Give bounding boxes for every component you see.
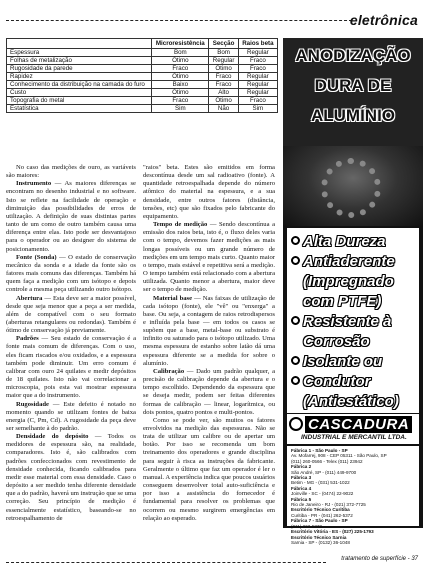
address-line: Fábrica 5 (291, 496, 312, 502)
ad-feature (291, 394, 399, 410)
table-cell: Ótimo (152, 89, 209, 97)
text-column-right (143, 164, 275, 523)
address-line: Fábrica 4 (291, 485, 312, 491)
table-row (7, 57, 278, 65)
bullet-icon (291, 376, 300, 385)
page-header (0, 10, 428, 30)
magazine-brand: eletrônica (349, 12, 418, 28)
header-rule (6, 20, 352, 21)
table-row-label: Rapidez (7, 73, 152, 81)
table-cell: Baixo (152, 81, 209, 89)
address-line: (011) 262-5372 (291, 523, 323, 529)
ad-feature (291, 234, 386, 250)
ad-feature (291, 294, 381, 310)
paragraph-heading: Tempo de medição (153, 221, 208, 229)
paragraph (143, 417, 275, 523)
table-header: Secção (209, 39, 238, 49)
table-cell: Sim (238, 105, 277, 113)
paragraph (6, 335, 136, 400)
paragraph-heading: Material base (153, 294, 193, 302)
ad-logo (287, 414, 419, 444)
table-cell: Fraco (152, 65, 209, 73)
table-cell: Regular (238, 73, 277, 81)
ad-feature-text: Isolante ou (303, 353, 383, 370)
table-row-label: Estatística (7, 105, 152, 113)
ad-feature-text: Resistente à (303, 313, 392, 330)
paragraph (143, 164, 275, 221)
paragraph-text: No caso das medições de ouro, as variáveis são maiores: (6, 164, 136, 180)
table-cell: Regular (238, 49, 277, 57)
table-cell: Regular (238, 81, 277, 89)
ad-feature (291, 274, 394, 290)
ad-headline-line: DURA DE (314, 76, 392, 95)
table-row-label: Topografia do metal (7, 97, 152, 105)
footer-rule (6, 562, 326, 563)
ad-photo (283, 146, 423, 226)
table-cell: Fraco (238, 97, 277, 105)
ad-feature-text: com PTFE) (303, 293, 382, 310)
text-column-left (6, 164, 136, 523)
paragraph-heading: Abertura (16, 294, 43, 302)
paragraph (143, 368, 275, 417)
table-row (7, 97, 278, 105)
ad-feature-text: (Antiestático) (303, 393, 399, 410)
address-line: São André, SP - (011) 449-9700 (291, 469, 357, 475)
paragraph-text: — Todos os medidores de espessura são, na realidade, comparadores. Isto é, são calibrados com padrões confeccionados com revestimento de densidade conhecida, ficando calibrados para medir esse material com essa densidade. Caso o depósito a ser medido tenha diferente densidade que a do padrão, haverá um instrução que se uma correção. Seu princípio de medição é essencialmente estatístico, baseando-se no retroespalhamento de (6, 433, 136, 522)
table-cell: Sim (152, 105, 209, 113)
table-row (7, 105, 278, 113)
table-cell: Não (209, 105, 238, 113)
ad-headline (283, 38, 423, 146)
footer-text: tratamento de superfície - 37 (341, 556, 418, 562)
table-cell: Fraco (152, 97, 209, 105)
paragraph (6, 180, 136, 253)
paragraph-text: — Este defeito é notado no momento quando se utilizam fontes de baixa energia (C, Pm, Cd). A rugosidade da peça deve ser semelhante à do padrão. (6, 400, 136, 432)
ad-feature (291, 354, 382, 370)
paragraph-text: — Seu estado de conservação é a fonte mais comum de diferenças. Com o uso, eles ficam riscados e/ou oxidados, e a espessura também pode diminuir. Um erro comum é calibrar com ouro 24 quilates e medir depósitos de 18 quilates. Isto não vai correlacionar a microscopia, pois esta vai mostrar espessura maior que a do instrumento. (6, 335, 136, 400)
logo-subtitle: INDUSTRIAL E MERCANTIL LTDA. (301, 434, 407, 441)
page-footer (0, 556, 428, 568)
bullet-icon (291, 256, 300, 265)
paragraph-heading: Calibração (153, 367, 185, 375)
paragraph (143, 295, 275, 368)
table-row-label: Folhas de metalização (7, 57, 152, 65)
address-line: Fábrica 7 - São Paulo - SP (291, 518, 348, 524)
table-row-label: Conhecimento da distribuição na camada do furo (7, 81, 152, 89)
table-cell: Regular (238, 89, 277, 97)
paragraph-text: Como se pode ver, são muitos os fatores envolvidos na medição das espessuras. Não se trata de utilizar um calibre ou de apertar um botão. Por isso se recomenda um bom treinamento dos operadores e grande disciplina para seguir à risca as instruções da fabricante. Geralmente o último que faz um operador é ler o manual. A experiência indica que poucos usuários conseguem desenvolver total auto-suficiência e por isso a assistência do fornecedor é fundamental para resolver os problemas que ocorrem ou mesmo surgirem emergências em relação ao esperado. (143, 416, 275, 522)
address-line: Rio de Janeiro - RJ - (021) 372-7725 (291, 502, 366, 508)
gear-photo (321, 158, 381, 218)
address-line: Escritório Técnico Sarnia (291, 534, 347, 540)
table-cell: Ótimo (152, 57, 209, 65)
ad-addresses (287, 446, 419, 545)
table-cell: Bom (152, 49, 209, 57)
table-cell: Bom (209, 49, 238, 57)
address-line: Joinville - SC - (0474) 22-9022 (291, 491, 354, 497)
table-row (7, 49, 278, 57)
logo-mark-icon (289, 417, 303, 431)
address-line: Av. Mofarrej, 908 - CEP 05311 - São Paulo, SP (291, 453, 387, 459)
paragraph-heading: Padrões (16, 335, 39, 343)
table-cell: Ótimo (209, 65, 238, 73)
ad-headline-line: ANODIZAÇÃO (295, 46, 411, 65)
table-row (7, 89, 278, 97)
table-row (7, 81, 278, 89)
paragraph-text: "raios" beta. Estes são emitidos em forma descontínua desde um sal radioativo (fonte). A quantidade retroespalhada depende do número atômico do material na espessura, e a sua densidade, entre outros fatores (distância, tensões, etc) que são fixados pelo fabricante do equipamento. (143, 164, 275, 220)
table-row-label: Custo (7, 89, 152, 97)
table-row-label: Rugosidade da parede (7, 65, 152, 73)
table-row (7, 65, 278, 73)
ad-feature (291, 314, 391, 330)
paragraph-text: — As maiores diferenças se encontram no desenho industrial e no software. Isto se reflete na facilidade de operação e diminuição das possibilidades de erros de utilização. A definição de suas distintas partes tanto de um como de outro também causa uma diferença entre elas. Isto pode ser desvantajoso para o operador ou ao designer do sistema de posicionamento. (6, 180, 136, 253)
address-line: Escritório Vitória - ES - (027) 225-1793 (291, 529, 374, 535)
ad-feature (291, 254, 395, 270)
table-row-label: Espessura (7, 49, 152, 57)
table-header (7, 39, 152, 49)
ad-feature-text: Alta Dureza (303, 233, 386, 250)
paragraph-text: — Nas faixas de utilização de cada isótopo (fonte), ele "vê" ou "enxerga" a base. Ou seja, a contagem de raios retrodispersos e influída pela base — em todos os casos se supõem que a base, metal-base ou substrato é infinito ou saturado para o isótopo utilizado. Uma mesma espessura de estanho sobre latão dá uma espessura diferente se a medida for sobre o alumínio. (143, 294, 276, 367)
paragraph (143, 221, 275, 294)
ad-feature-text: Antiaderente (303, 253, 395, 270)
bullet-icon (291, 356, 300, 365)
paragraph (6, 164, 136, 180)
ad-feature-list (287, 228, 419, 413)
ad-feature (291, 334, 370, 350)
address-line: Sarnia - SP - (0132) 36-1048 (291, 539, 350, 545)
paragraph-text: — Esta deve ser a maior possível, desde que seja menor que a peça a ser medida, além de compatível com o seu formato (aberturas retangulares ou redondas). Também é ótimo de conservação já previamente. (6, 294, 136, 335)
table-cell: Fraco (238, 57, 277, 65)
address-line: Curitiba - PR - (041) 262-5372 (291, 512, 353, 518)
table-cell: Ótimo (152, 73, 209, 81)
ad-feature-text: Condutor (303, 373, 371, 390)
table-header-row (7, 39, 278, 49)
table-cell: Alto (209, 89, 238, 97)
address-line: Betim - MG - (031) 531-1022 (291, 480, 350, 486)
paragraph (6, 433, 136, 523)
bullet-icon (291, 236, 300, 245)
table-cell: Ótimo (209, 97, 238, 105)
paragraph-heading: Instrumento (16, 180, 52, 188)
advertisement (283, 38, 423, 545)
logo-name: CASCADURA (305, 416, 412, 433)
address-line: Escritório Técnico Curitiba (291, 507, 350, 513)
paragraph-text: — Dado um padrão qualquer, a precisão de calibração depende da abertura e o tempo escolhido. Dependendo da espessura que se deseja medir, podem ser feitas diferentes formas de calibração — linear, logarítmica, ou dois pontos, quatro pontos e multi-pontos. (143, 367, 275, 416)
address-line: Fábrica 1 - São Paulo - SP (291, 448, 348, 453)
ad-feature (291, 374, 370, 390)
address-line: Fábrica 2 (291, 464, 312, 470)
table-cell: Fraco (209, 73, 238, 81)
ad-headline-line: ALUMÍNIO (310, 106, 396, 125)
paragraph-text: — O estado de conservação mecânico da sonda e a idade da fonte são os fatores mais comuns das diferenças. Também há quem faça a medição com um isótopo e depois controle a mesma peça utilizando outro isótopo. (6, 253, 137, 294)
paragraph-text: — Sendo descontínua a emissão dos raios beta, isto é, o fluxo deles varia com o tempo, devemos fazer medições as mais longas possíveis ou um grande número de medições em um tempo mais curto. Quanto maior o tempo, mais estável e repetitiva será a medição. O tempo também está relacionado com a abertura utilizada. Quanto menor a abertura, maior deve ser o tempo de medição. (143, 221, 275, 294)
ad-feature-text: (Impregnado (303, 273, 394, 290)
paragraph-heading: Rugosidade (16, 400, 49, 408)
paragraph (6, 254, 136, 295)
paragraph (6, 401, 136, 434)
paragraph-heading: Fonte (Sonda) (16, 253, 57, 261)
table-header: Microresistência (152, 39, 209, 49)
table-cell: Regular (209, 57, 238, 65)
table-header: Raios beta (238, 39, 277, 49)
address-line: (011) 260-0566 - Telex (011) 23942 (291, 458, 363, 464)
address-line: Fábrica 3 (291, 475, 312, 481)
table-cell: Fraco (238, 65, 277, 73)
comparison-table (6, 38, 278, 113)
table-row (7, 73, 278, 81)
table-cell: Fraco (209, 81, 238, 89)
paragraph (6, 295, 136, 336)
paragraph-heading: Densidade do depósito (16, 433, 89, 441)
bullet-icon (291, 316, 300, 325)
ad-feature-text: Corrosão (303, 333, 370, 350)
